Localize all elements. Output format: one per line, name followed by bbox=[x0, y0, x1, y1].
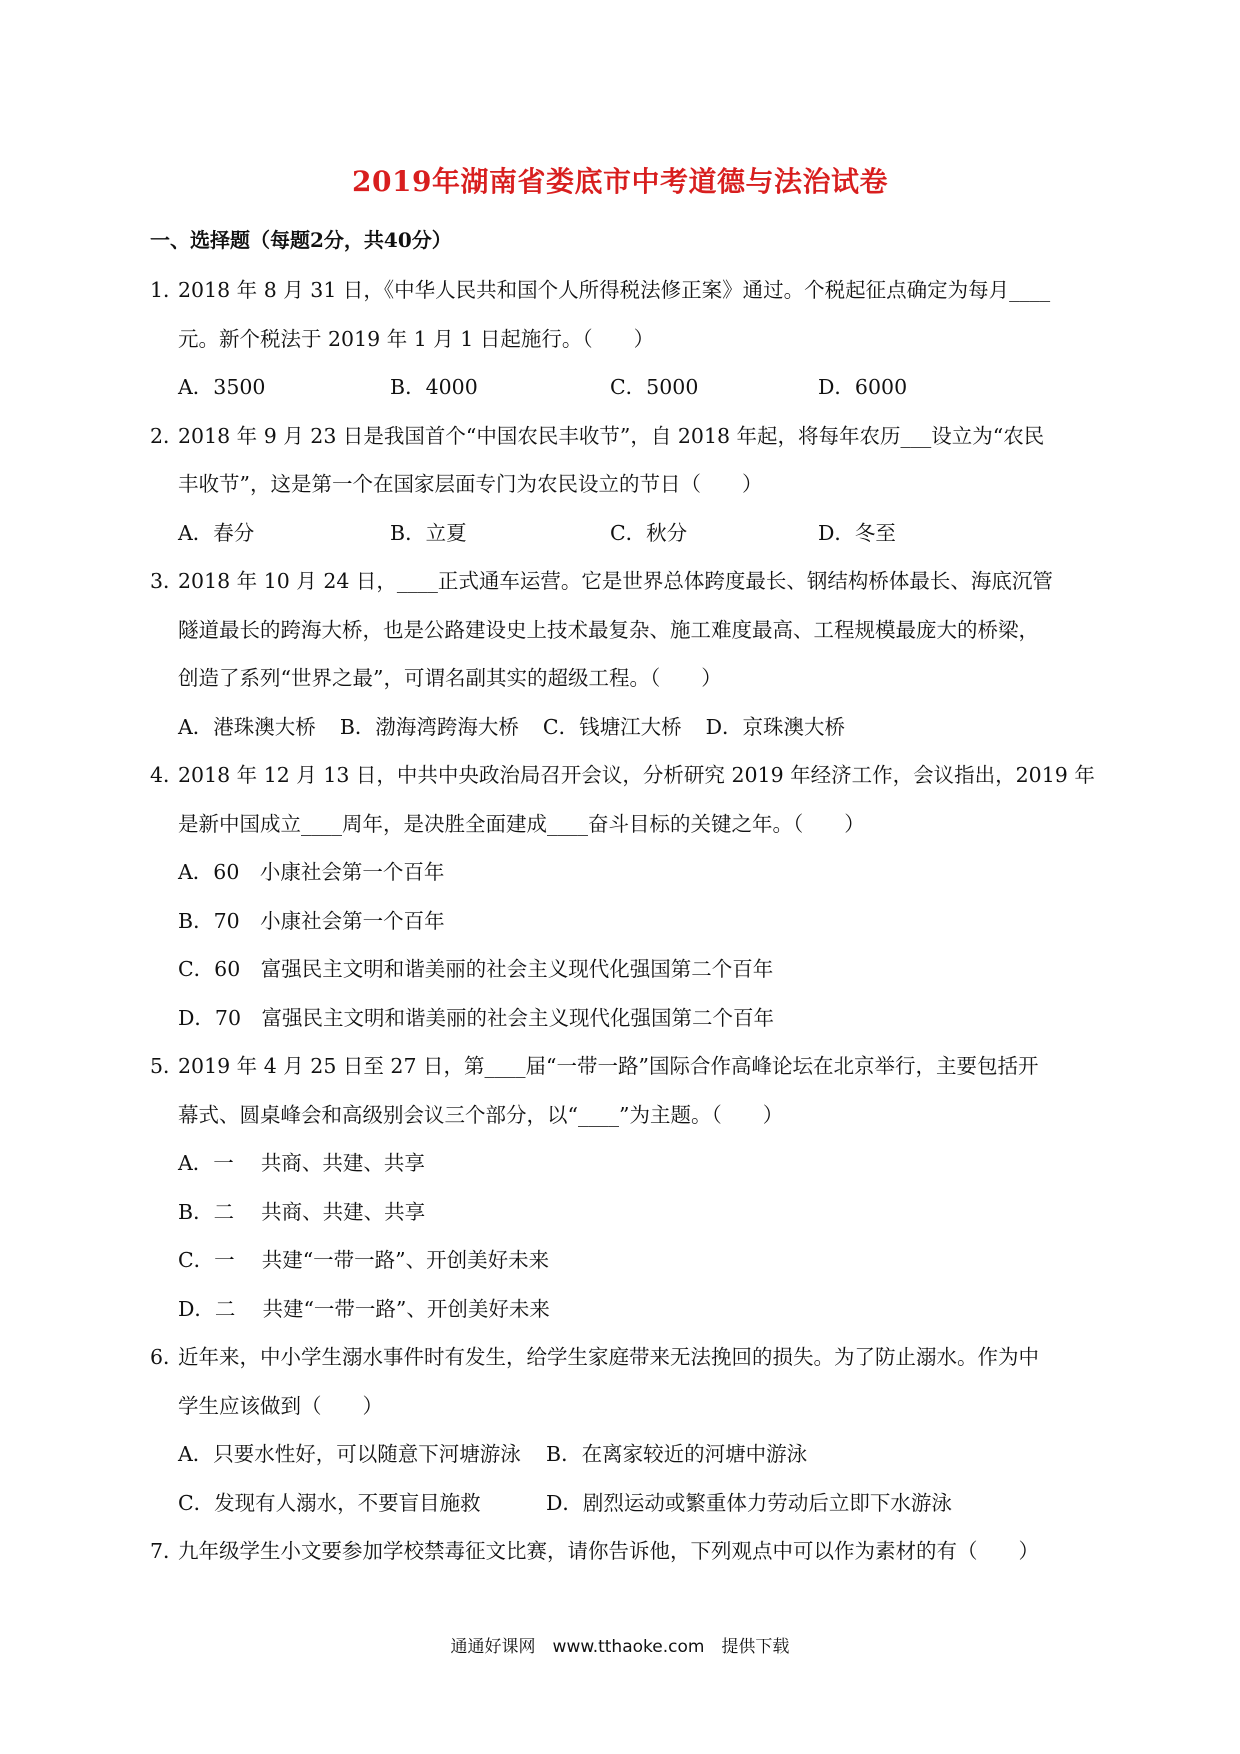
option-a: A．3500 bbox=[178, 375, 266, 399]
question-text-continued: 学生应该做到（ ） bbox=[178, 1393, 383, 1418]
question-text-continued: 是新中国成立____周年，是决胜全面建成____奋斗目标的关键之年。（ ） bbox=[178, 811, 865, 836]
option-d: D．6000 bbox=[818, 375, 908, 399]
option-c: C．一 共建“一带一路”、开创美好未来 bbox=[178, 1248, 550, 1272]
question-number: 7． bbox=[150, 1539, 184, 1563]
option-c: C．秋分 bbox=[610, 520, 688, 545]
question-6-options-row-1 bbox=[150, 1430, 1100, 1479]
question-text: 2019 年 4 月 25 日至 27 日，第____届“一带一路”国际合作高峰论坛在北京举行，主要包括开 bbox=[178, 1054, 1039, 1078]
section-heading: 一、选择题（每题2分，共40分） bbox=[150, 228, 452, 252]
page-title: 2019年湖南省娄底市中考道德与法治试卷 bbox=[352, 165, 888, 198]
question-2-options bbox=[150, 509, 1100, 558]
question-number: 4． bbox=[150, 763, 184, 787]
question-number: 1． bbox=[150, 278, 184, 302]
question-text: 近年来，中小学生溺水事件时有发生，给学生家庭带来无法挽回的损失。为了防止溺水。作为中 bbox=[178, 1345, 1039, 1369]
question-6-options-row-2 bbox=[150, 1479, 1100, 1528]
option-b: B．二 共商、共建、共享 bbox=[178, 1199, 426, 1224]
question-number: 3． bbox=[150, 569, 184, 593]
question-text: 九年级学生小文要参加学校禁毒征文比赛，请你告诉他，下列观点中可以作为素材的有（ ） bbox=[178, 1539, 1039, 1563]
question-1-options bbox=[150, 363, 1100, 412]
question-2 bbox=[150, 412, 1100, 461]
option-b: B．在离家较近的河塘中游泳 bbox=[546, 1442, 808, 1466]
option-d: D．京珠澳大桥 bbox=[705, 714, 846, 739]
question-number: 6． bbox=[150, 1345, 184, 1369]
option-a: A．只要水性好，可以随意下河塘游泳 bbox=[178, 1442, 521, 1466]
option-a: A．一 共商、共建、共享 bbox=[178, 1151, 425, 1175]
question-3-options bbox=[150, 703, 1100, 752]
question-text-continued: 元。新个税法于 2019 年 1 月 1 日起施行。（ ） bbox=[178, 326, 655, 351]
question-1 bbox=[150, 266, 1100, 315]
question-text-continued: 丰收节”，这是第一个在国家层面专门为农民设立的节日（ ） bbox=[178, 472, 763, 496]
option-a: A．港珠澳大桥 bbox=[178, 714, 316, 739]
option-a: A．春分 bbox=[178, 520, 255, 545]
question-text: 2018 年 10 月 24 日，____正式通车运营。它是世界总体跨度最长、钢结构桥体最长、海底沉管 bbox=[178, 569, 1053, 593]
option-a: A．60 小康社会第一个百年 bbox=[178, 860, 445, 884]
question-text: 2018 年 8 月 31 日，《中华人民共和国个人所得税法修正案》通过。个税起征点确定为每月____ bbox=[178, 278, 1051, 302]
page-footer: 通通好课网 www.tthaoke.com 提供下载 bbox=[450, 1637, 790, 1657]
question-6 bbox=[150, 1333, 1100, 1382]
option-c: C．60 富强民主文明和谐美丽的社会主义现代化强国第二个百年 bbox=[178, 957, 774, 981]
question-3 bbox=[150, 557, 1100, 606]
option-b: B．4000 bbox=[390, 375, 478, 399]
option-b: B．70 小康社会第一个百年 bbox=[178, 908, 445, 933]
question-text: 2018 年 12 月 13 日，中共中央政治局召开会议，分析研究 2019 年经济工作，会议指出，2019 年 bbox=[178, 763, 1095, 787]
option-c: C．5000 bbox=[610, 375, 699, 399]
question-number: 2． bbox=[150, 423, 184, 448]
option-d: D．二 共建“一带一路”、开创美好未来 bbox=[178, 1296, 550, 1321]
option-c: C．钱塘江大桥 bbox=[542, 714, 682, 739]
question-text-continued: 隧道最长的跨海大桥，也是公路建设史上技术最复杂、施工难度最高、工程规模最庞大的桥梁， bbox=[178, 617, 1039, 642]
option-d: D．冬至 bbox=[818, 520, 896, 545]
question-text-continued: 幕式、圆桌峰会和高级别会议三个部分，以“____”为主题。（ ） bbox=[178, 1102, 784, 1127]
option-d: D．剧烈运动或繁重体力劳动后立即下水游泳 bbox=[546, 1490, 952, 1515]
option-b: B．立夏 bbox=[390, 520, 467, 545]
option-b: B．渤海湾跨海大桥 bbox=[339, 714, 519, 739]
question-number: 5． bbox=[150, 1054, 184, 1078]
option-c: C．发现有人溺水，不要盲目施救 bbox=[178, 1490, 481, 1515]
question-4 bbox=[150, 751, 1100, 800]
option-d: D．70 富强民主文明和谐美丽的社会主义现代化强国第二个百年 bbox=[178, 1005, 775, 1030]
question-text-continued: 创造了系列“世界之最”，可谓名副其实的超级工程。（ ） bbox=[178, 666, 722, 690]
question-list bbox=[150, 266, 1100, 1576]
question-5 bbox=[150, 1042, 1100, 1091]
question-text: 2018 年 9 月 23 日是我国首个“中国农民丰收节”，自 2018 年起，将每年农历___设立为“农民 bbox=[178, 423, 1045, 448]
question-7 bbox=[150, 1527, 1100, 1576]
